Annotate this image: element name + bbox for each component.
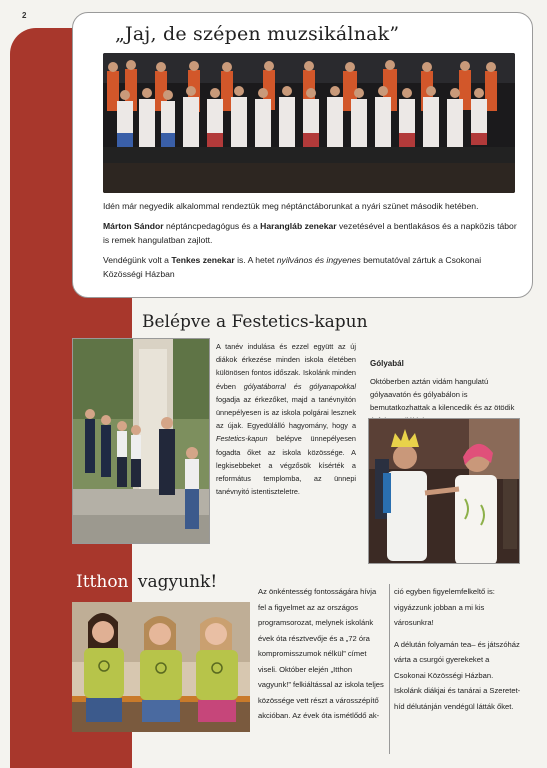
itthon-article-text-col1: Az önkéntesség fontosságára hívja fel a figyelmet az az országos programsorozat, melynek iskolánk évek óta résztvevője és a „72 óra kompromisszumok nélkül” címet viseli. Október elején „Itthon vagyunk!” felkiáltással az iskola teljes közössége vett részt a városszépítő akcióban. Az évek óta ismétlődő ak- bbox=[258, 587, 384, 720]
paragraph-camp-guests: Vendégünk volt a Tenkes zenekar is. A hetet nyilvános és ingyenes bemutatóval zártuk a Csokonai Közösségi Házban bbox=[103, 255, 482, 279]
section-title-festetics: Belépve a Festetics-kapun bbox=[142, 312, 368, 332]
paragraph-camp-leaders: Márton Sándor néptáncpedagógus és a Harangláb zenekar vezetésével a bentlakásos és a napközis tábor is remek hangulatban zajlott. bbox=[103, 221, 517, 245]
golyabal-text: Októberben aztán vidám hangulatú gólyaavatón és gólyabálon is bemutatkozhattak a kilencedik és az ötödik bbox=[370, 377, 515, 412]
section-title-folk-dance: „Jaj, de szépen muzsikálnak” bbox=[115, 23, 400, 45]
itthon-paragraph-2: A délután folyamán tea– és játszóház várta a csurgói gyerekeket a Csokonai Közösségi Házban. Iskolánk diákjai és tanárai a Szeretet-híd délutánján vendégül látták őket. bbox=[394, 639, 521, 711]
page-number: 2 bbox=[22, 11, 27, 20]
folk-dance-group-photo bbox=[103, 53, 515, 193]
itthon-article-text-col2 bbox=[394, 584, 522, 720]
paragraph-camp-intro: Idén már negyedik alkalommal rendeztük meg néptánctáborunkat a nyári szünet második hetében. bbox=[103, 201, 479, 211]
gate-ceremony-photo bbox=[72, 338, 210, 544]
folk-dance-camp-box bbox=[72, 12, 533, 298]
freshman-ball-photo bbox=[368, 418, 520, 564]
golyabal-heading: Gólyabál bbox=[370, 359, 404, 368]
column-divider bbox=[389, 584, 390, 754]
itthon-paragraph-1: ció egyben figyelemfelkeltő is: vigyázzunk jobban a mi kis városunkra! bbox=[394, 587, 495, 627]
volunteers-photo bbox=[72, 602, 250, 732]
section-title-itthon: Itthon vagyunk! bbox=[72, 572, 217, 600]
festetics-article-text: A tanév indulása és ezzel együtt az új diákok érkezése minden iskola életében különösen fontos időszak. Iskolánk minden évben gólyatáborral és gólyanapokkal fogadja az érkezőket, majd a tanévnyitón ünnepélyesen is az iskola polgárai lesznek az újak. Egyedülálló hagyomány, hogy a Festetics-kapun belépve ünnepélyesen fogadta őket az iskola közössége. A legkisebbeket a végzősök kísérték a református templomba, az ünnepi tanévnyitó istentiszteletre. bbox=[216, 342, 356, 497]
